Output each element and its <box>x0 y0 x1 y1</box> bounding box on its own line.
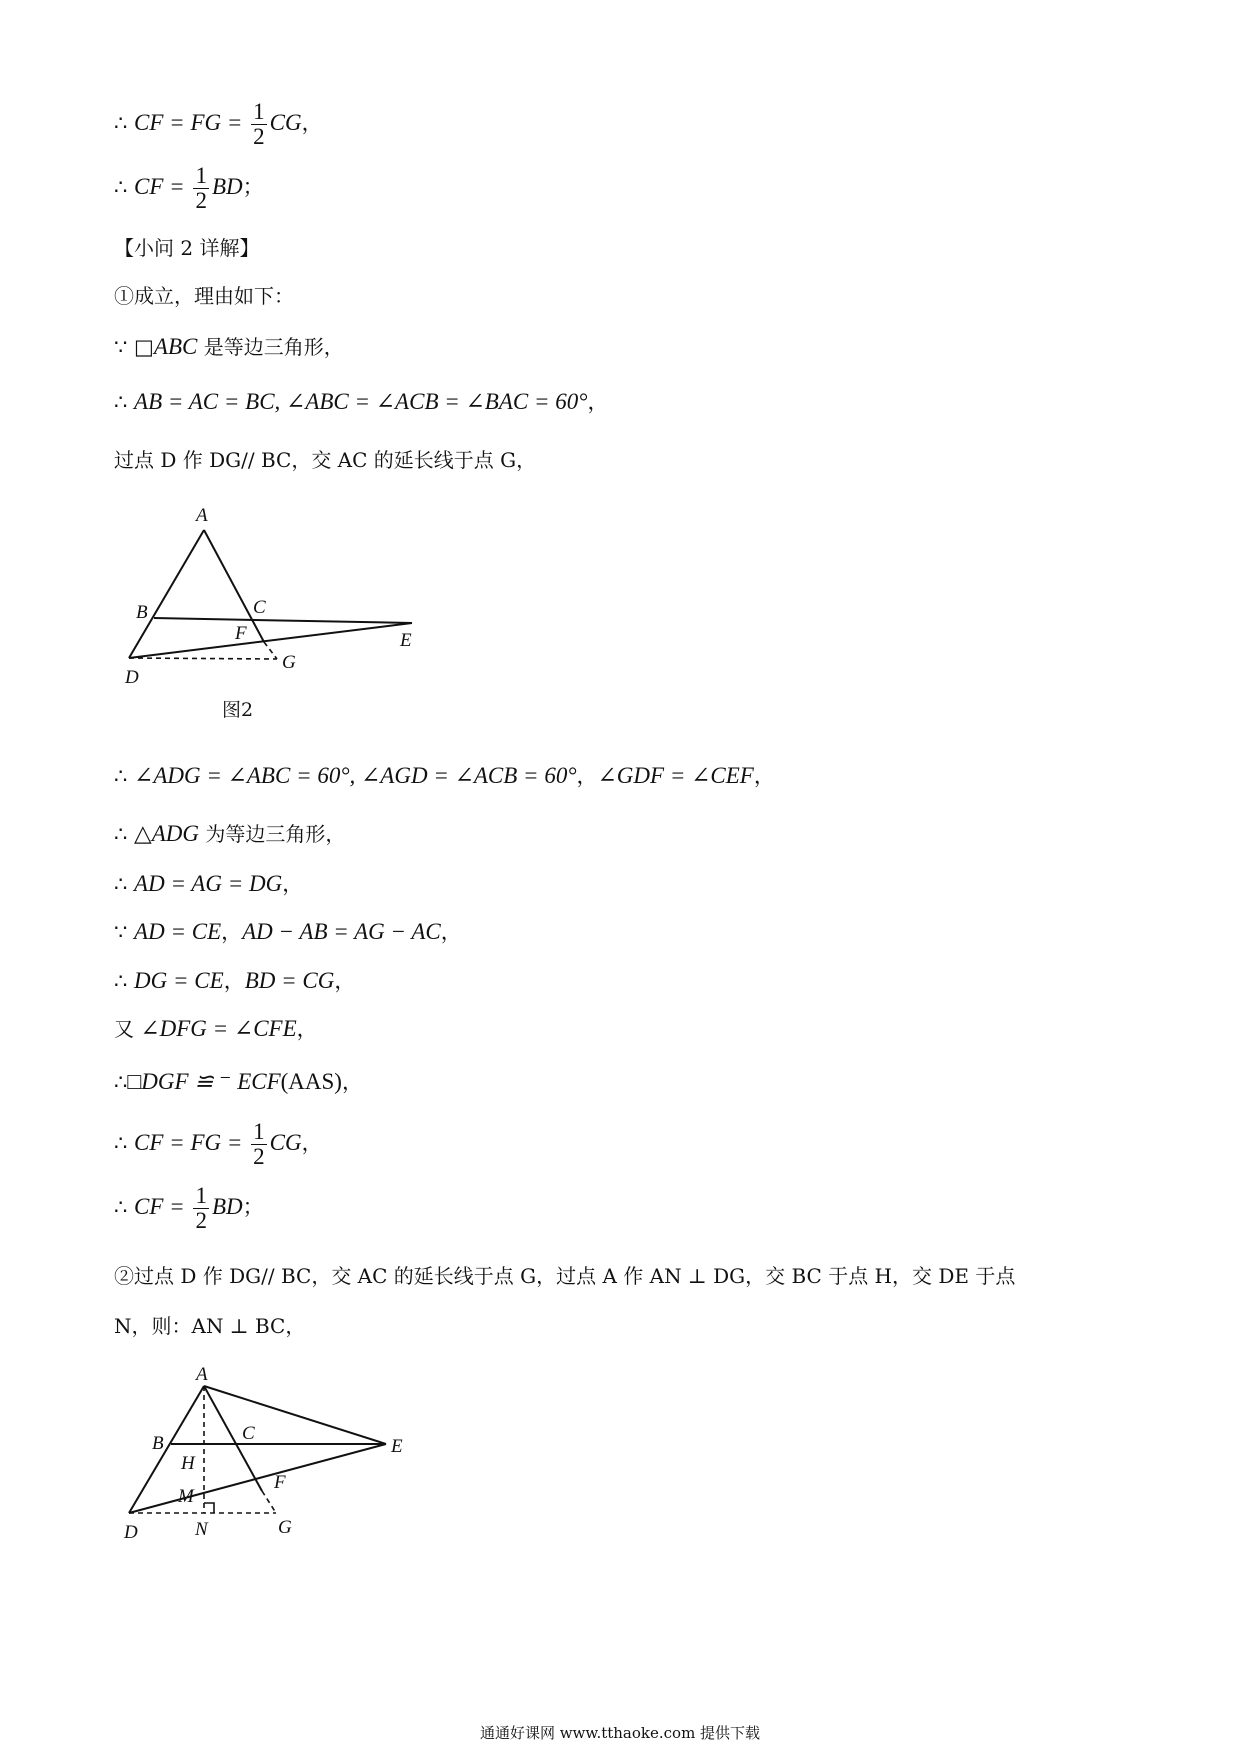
equation-line: 又 ∠DFG = ∠CFE， <box>114 1016 318 1041</box>
text-line: N，则：AN ⊥ BC， <box>114 1314 306 1338</box>
fraction: $\frac{1}{2}$ <box>195 163 207 214</box>
label-D: D <box>125 667 139 688</box>
segment-DE <box>129 623 412 658</box>
label-B: B <box>136 602 148 623</box>
segment-DE <box>129 1444 386 1513</box>
label-E: E <box>400 630 412 651</box>
equation-line: ∵ AD = CE，AD − AB = AG − AC， <box>114 919 462 944</box>
figure-caption: 图2 <box>222 699 254 721</box>
equation-line: ∴□DGF ≌ ⁻ ECF(AAS)， <box>114 1069 363 1094</box>
equation-line: ∴ CF = $\frac{1}{2}$ BD； <box>114 1183 264 1234</box>
label-D: D <box>124 1522 138 1543</box>
fraction: $\frac{1}{2}$ <box>253 99 265 150</box>
segment-BE <box>154 618 412 623</box>
fraction: $\frac{1}{2}$ <box>253 1119 265 1170</box>
segment-DG <box>129 658 277 659</box>
label-H: H <box>181 1453 195 1474</box>
text-line: ②过点 D 作 DG// BC，交 AC 的延长线于点 G，过点 A 作 AN ⊥ DG，交 BC 于点 H，交 DE 于点 <box>114 1264 1016 1288</box>
label-M: M <box>178 1486 194 1507</box>
label-G: G <box>282 652 296 673</box>
segment-AD <box>129 530 204 658</box>
label-N: N <box>195 1519 208 1540</box>
segment-FG <box>262 1491 276 1513</box>
equation-line: ∴ CF = FG = $\frac{1}{2}$ CG， <box>114 99 323 150</box>
equation-line: ∵ □ABC 是等边三角形， <box>114 334 344 359</box>
right-angle-mark <box>204 1503 214 1513</box>
label-A: A <box>196 1364 208 1385</box>
equation-line: ∴ CF = $\frac{1}{2}$ BD； <box>114 163 264 214</box>
label-G: G <box>278 1517 292 1538</box>
section-heading: 【小问 2 详解】 <box>114 236 260 260</box>
fraction: $\frac{1}{2}$ <box>195 1183 207 1234</box>
text-line: ①成立，理由如下： <box>114 284 294 308</box>
label-C: C <box>242 1423 255 1444</box>
equation-line: ∴ CF = FG = $\frac{1}{2}$ CG， <box>114 1119 323 1170</box>
segment-AG <box>204 530 264 642</box>
label-E: E <box>391 1436 403 1457</box>
equation-line: ∴ DG = CE，BD = CG， <box>114 968 356 993</box>
label-C: C <box>253 597 266 618</box>
label-F: F <box>274 1472 286 1493</box>
label-B: B <box>152 1433 164 1454</box>
label-F: F <box>235 623 247 644</box>
label-A: A <box>196 505 208 526</box>
equation-line: ∴ △ADG 为等边三角形， <box>114 821 346 846</box>
equation-line: ∴ ∠ADG = ∠ABC = 60°, ∠AGD = ∠ACB = 60°，∠GDF = ∠CEF， <box>114 763 775 788</box>
page-footer: 通通好课网 www.tthaoke.com 提供下载 <box>479 1724 761 1742</box>
geometry-figure-1 <box>110 496 440 726</box>
equation-line: ∴ AD = AG = DG， <box>114 871 304 896</box>
geometry-figure-2 <box>110 1362 420 1562</box>
text-line: 过点 D 作 DG// BC，交 AC 的延长线于点 G， <box>114 448 537 472</box>
segment-CG-ext <box>264 642 277 659</box>
equation-line: ∴ AB = AC = BC, ∠ABC = ∠ACB = ∠BAC = 60°， <box>114 389 609 414</box>
